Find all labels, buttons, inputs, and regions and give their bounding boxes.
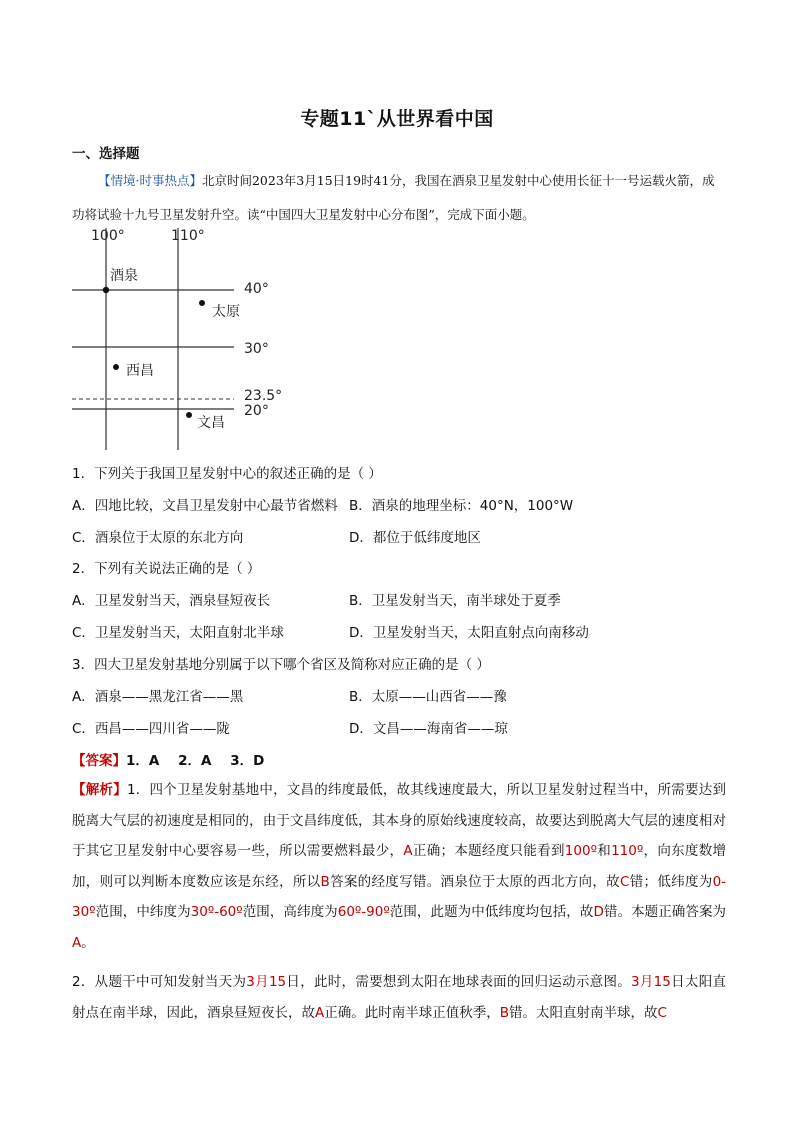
analysis-paragraph-2 [72, 967, 726, 1028]
question-2-option-d: D．卫星发射当天，太阳直射点向南移动 [349, 625, 589, 641]
analysis-text: 日，此时，需要想到太阳在地球表面的回归运动示意图。 [286, 974, 632, 990]
analysis-text: 错。本题正确答案为 [603, 904, 727, 920]
analysis-text: 错。太阳直射南半球，故 [509, 1004, 658, 1021]
lat-label-30: 30° [244, 341, 269, 357]
analysis-highlight: D [593, 904, 604, 920]
analysis-highlight: 0-30º [72, 873, 727, 920]
analysis-text: 正确。此时南半球正值秋季， [324, 1004, 500, 1021]
analysis-highlight: A [315, 1004, 325, 1021]
question-2-option-b: B．卫星发射当天，南半球处于夏季 [349, 593, 561, 609]
answer-line [72, 749, 264, 769]
analysis-highlight: B [320, 873, 330, 890]
lat-label-20: 20° [244, 403, 269, 419]
question-2-stem: 2．下列有关说法正确的是（ ） [72, 561, 261, 577]
analysis-highlight: A [72, 934, 82, 951]
question-1-option-d: D．都位于低纬度地区 [349, 530, 481, 546]
site-label-taiyuan: 太原 [212, 304, 240, 320]
analysis-text: 正确；本题经度只能看到 [412, 843, 565, 859]
question-2-option-c: C．卫星发射当天，太阳直射北半球 [72, 625, 284, 641]
answer-text: 1．A 2．A 3．D [126, 753, 265, 769]
analysis-highlight: B [499, 1004, 510, 1021]
intro-text: 北京时间2023年3月15日19时41分，我国在酒泉卫星发射中心使用长征十一号运载火箭，成功将试验十九号卫星发射升空。读“中国四大卫星发射中心分布图”，完成下面小题。 [72, 173, 715, 222]
analysis-label: 【解析】 [72, 782, 127, 798]
lon-label-110: 110° [171, 228, 205, 244]
analysis-highlight: 3月15 [246, 974, 287, 990]
site-dot-wenchang [186, 412, 192, 418]
site-label-xichang: 西昌 [126, 363, 154, 379]
question-1-stem: 1．下列关于我国卫星发射中心的叙述正确的是（ ） [72, 466, 382, 482]
question-1-option-c: C．酒泉位于太原的东北方向 [72, 530, 244, 546]
answer-label: 【答案】 [72, 753, 126, 769]
analysis-text: 1．四个卫星发射基地中，文昌的纬度最低，故其线速度最大，所以卫星发射过程当中，所需要达到脱离大气层的初速度是相同的，由于文昌纬度低，其本身的原始线速度较高，故要达到脱离大气层的速度相对于其它卫星发射中心要容易一些，所以需要燃料最少， [72, 782, 727, 859]
analysis-highlight: 110º [611, 843, 644, 859]
launch-center-map [60, 222, 290, 454]
question-1-option-a: A．四地比较，文昌卫星发射中心最节省燃料 [72, 498, 338, 514]
analysis-highlight: 100º [564, 843, 597, 859]
site-label-jiuquan: 酒泉 [110, 268, 138, 284]
question-3-option-a: A．酒泉——黑龙江省——黑 [72, 689, 244, 705]
analysis-highlight: 60º-90º [337, 904, 390, 920]
analysis-highlight: 3月15 [631, 974, 671, 990]
question-3-option-d: D．文昌——海南省——琼 [349, 721, 508, 737]
site-dot-jiuquan [103, 287, 109, 293]
site-dot-taiyuan [199, 300, 205, 306]
analysis-highlight: C [619, 873, 630, 890]
site-label-wenchang: 文昌 [197, 415, 225, 431]
analysis-highlight: C [657, 1004, 667, 1021]
question-1-option-b: B．酒泉的地理坐标：40°N，100°W [349, 498, 574, 514]
lat-label-40: 40° [244, 281, 269, 297]
analysis-text: 答案的经度写错。酒泉位于太原的西北方向，故 [329, 873, 620, 890]
analysis-paragraph-1 [72, 775, 726, 958]
section-heading: 一、选择题 [72, 146, 140, 162]
question-3-option-b: B．太原——山西省——豫 [349, 689, 507, 705]
analysis-text: 2．从题干中可知发射当天为 [72, 974, 247, 990]
analysis-text: 日太阳直射点在南半球，因此，酒泉昼短夜长，故 [72, 974, 726, 1021]
page-title: 专题11`从世界看中国 [300, 108, 494, 130]
analysis-text: 范围，此题为中低纬度均包括，故 [389, 904, 594, 920]
analysis-text: 范围，中纬度为 [95, 904, 191, 920]
site-dot-xichang [113, 364, 119, 370]
question-3-option-c: C．西昌——四川省——陇 [72, 721, 230, 737]
context-tag: 【情境·时事热点】 [98, 173, 202, 188]
analysis-text: 范围，高纬度为 [242, 904, 338, 920]
analysis-highlight: A [403, 843, 413, 859]
lon-label-100: 100° [91, 228, 125, 244]
analysis-text: 和 [596, 843, 612, 859]
question-3-stem: 3．四大卫星发射基地分别属于以下哪个省区及简称对应正确的是（ ） [72, 657, 490, 673]
question-2-option-a: A．卫星发射当天，酒泉昼短夜长 [72, 593, 271, 609]
analysis-highlight: 30º-60º [190, 904, 243, 920]
lat-label-23-5: 23.5° [244, 388, 283, 404]
analysis-text: ，向东度数增加，则可以判断本度数应该是东经，所以 [72, 843, 727, 890]
analysis-text: 错；低纬度为 [629, 873, 713, 890]
analysis-text: 。 [81, 934, 95, 951]
